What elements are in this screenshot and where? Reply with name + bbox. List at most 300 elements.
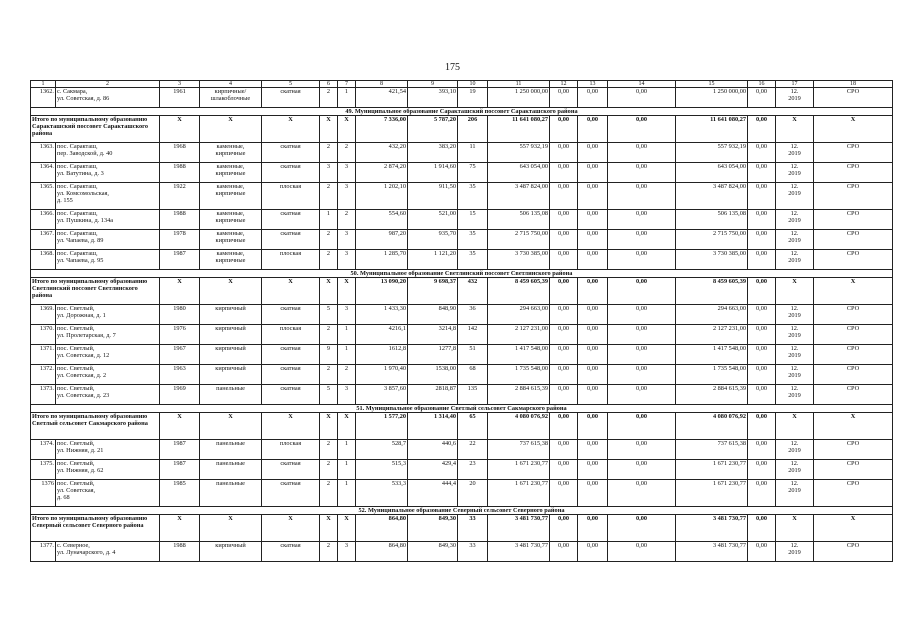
address-line: пос. Светлый, — [57, 385, 95, 392]
year-built: 1961 — [160, 88, 200, 108]
fund-method: СРО — [814, 183, 893, 210]
wall-material-line: каменные, — [216, 210, 245, 217]
table-cell: X — [776, 515, 814, 542]
year-built: 1988 — [160, 210, 200, 230]
total-area: 1 970,40 — [356, 365, 408, 385]
completion-term-line: 12. — [790, 542, 799, 549]
row-number: 1374. — [31, 440, 56, 460]
table-cell: X — [200, 116, 262, 143]
column-number-cell: 5 — [262, 81, 320, 88]
cost-total: 506 135,08 — [488, 210, 550, 230]
residents: 68 — [458, 365, 488, 385]
roof-type: скатная — [262, 345, 320, 365]
residents: 33 — [458, 542, 488, 562]
subtotal-label: Итого по муниципальному образованию Светлый сельсовет Сакмарского района — [31, 413, 160, 440]
roof-type: скатная — [262, 143, 320, 163]
living-area: 3214,8 — [408, 325, 458, 345]
completion-term-line: 12. — [790, 183, 799, 190]
table-cell: 7 336,00 — [356, 116, 408, 143]
table-row — [31, 210, 893, 230]
table-cell: X — [262, 413, 320, 440]
wall-material-line: кирпичные/ — [214, 88, 247, 95]
total-area: 987,20 — [356, 230, 408, 250]
row-number: 1370. — [31, 325, 56, 345]
residents: 19 — [458, 88, 488, 108]
wall-material-line: панельные — [216, 460, 245, 467]
fund-method: СРО — [814, 365, 893, 385]
column-number-cell: 8 — [356, 81, 408, 88]
address-line: пос. Светлый, — [57, 345, 95, 352]
table-cell: 0,00 — [608, 278, 676, 305]
table-cell: 0,00 — [578, 250, 608, 270]
address-line: пер. Заводской, д. 40 — [57, 150, 113, 157]
fund-method: СРО — [814, 88, 893, 108]
section-header-row — [31, 405, 893, 413]
address-line: пос. Светлый, — [57, 440, 95, 447]
wall-material-line: кирпичный — [215, 542, 246, 549]
table-cell: 0,00 — [578, 210, 608, 230]
table-cell: X — [814, 278, 893, 305]
residents: 22 — [458, 440, 488, 460]
completion-term-line: 12. — [790, 365, 799, 372]
table-cell: X — [200, 515, 262, 542]
table-cell: 0,00 — [608, 413, 676, 440]
wall-material-line: кирпичные — [215, 217, 246, 224]
table-cell: X — [262, 116, 320, 143]
address — [56, 385, 160, 405]
completion-term-line: 12. — [790, 163, 799, 170]
fund-method: СРО — [814, 460, 893, 480]
table-cell: 0,00 — [578, 413, 608, 440]
table-cell: 0,00 — [748, 413, 776, 440]
table-cell: X — [320, 116, 338, 143]
table-cell: 0,00 — [578, 460, 608, 480]
address — [56, 542, 160, 562]
floors: 2 — [320, 88, 338, 108]
total-area: 533,3 — [356, 480, 408, 507]
table-cell: 0,00 — [550, 515, 578, 542]
table-cell: 0,00 — [748, 116, 776, 143]
table-cell: 0,00 — [608, 250, 676, 270]
row-number: 1375. — [31, 460, 56, 480]
fund-method: СРО — [814, 542, 893, 562]
table-cell: X — [160, 515, 200, 542]
address-line: ул. Нижняя, д. 21 — [57, 447, 104, 454]
section-header-row — [31, 108, 893, 116]
wall-material-line: панельные — [216, 385, 245, 392]
year-built: 1976 — [160, 325, 200, 345]
floors: 2 — [320, 325, 338, 345]
table-cell: 0,00 — [608, 210, 676, 230]
table-cell: 0,00 — [550, 325, 578, 345]
completion-term-line: 12. — [790, 480, 799, 487]
roof-type: скатная — [262, 305, 320, 325]
table-cell: X — [320, 413, 338, 440]
wall-material — [200, 385, 262, 405]
roof-type: скатная — [262, 230, 320, 250]
table-cell: 0,00 — [608, 460, 676, 480]
table-cell: 0,00 — [578, 325, 608, 345]
entrances: 3 — [338, 542, 356, 562]
row-number: 1368. — [31, 250, 56, 270]
address — [56, 325, 160, 345]
cost-total: 737 615,38 — [488, 440, 550, 460]
address-line: ул. Пролетарская, д. 7 — [57, 332, 116, 339]
table-cell: X — [338, 278, 356, 305]
table-row — [31, 250, 893, 270]
section-title: 50. Муниципальное образование Светлинский поссовет Светлинского района — [31, 270, 893, 278]
wall-material — [200, 542, 262, 562]
residents: 135 — [458, 385, 488, 405]
completion-term — [776, 440, 814, 460]
table-cell: X — [160, 413, 200, 440]
table-cell: 0,00 — [748, 480, 776, 507]
address-line: пос. Саракташ, — [57, 250, 98, 257]
wall-material-line: панельные — [216, 480, 245, 487]
fund-method: СРО — [814, 345, 893, 365]
completion-term-line: 12. — [790, 88, 799, 95]
completion-term-line: 12. — [790, 305, 799, 312]
table-cell: 3 481 730,77 — [488, 515, 550, 542]
table-cell: 0,00 — [608, 163, 676, 183]
completion-term-line: 12. — [790, 325, 799, 332]
completion-term-line: 2019 — [788, 170, 801, 177]
roof-type: скатная — [262, 480, 320, 507]
address-line: ул. Пушкина, д. 134а — [57, 217, 114, 224]
total-area: 1612,8 — [356, 345, 408, 365]
row-number: 1365. — [31, 183, 56, 210]
table-cell: 432 — [458, 278, 488, 305]
address — [56, 88, 160, 108]
year-built: 1963 — [160, 365, 200, 385]
table-cell: X — [338, 116, 356, 143]
completion-term-line: 2019 — [788, 257, 801, 264]
column-number-cell: 2 — [56, 81, 160, 88]
roof-type: скатная — [262, 385, 320, 405]
table-row — [31, 230, 893, 250]
table-cell: 864,80 — [356, 515, 408, 542]
column-number-cell: 7 — [338, 81, 356, 88]
subtotal-row — [31, 116, 893, 143]
table-cell: 0,00 — [550, 480, 578, 507]
table-cell: 0,00 — [578, 385, 608, 405]
row-number: 1362. — [31, 88, 56, 108]
column-number-cell: 1 — [31, 81, 56, 88]
entrances: 3 — [338, 230, 356, 250]
living-area: 2818,87 — [408, 385, 458, 405]
table-cell: 3 481 730,77 — [676, 515, 748, 542]
table-body — [31, 81, 893, 562]
section-header-row — [31, 507, 893, 515]
column-number-cell: 17 — [776, 81, 814, 88]
completion-term-line: 12. — [790, 460, 799, 467]
completion-term — [776, 230, 814, 250]
floors: 5 — [320, 385, 338, 405]
subtotal-row — [31, 278, 893, 305]
living-area: 849,30 — [408, 542, 458, 562]
year-built: 1988 — [160, 542, 200, 562]
subtotal-label: Итого по муниципальному образованию Саракташский поссовет Саракташского района — [31, 116, 160, 143]
completion-term-line: 2019 — [788, 467, 801, 474]
row-number: 1363. — [31, 143, 56, 163]
entrances: 3 — [338, 250, 356, 270]
table-cell: X — [160, 278, 200, 305]
table-cell: 0,00 — [608, 305, 676, 325]
year-built: 1987 — [160, 250, 200, 270]
fund-method: СРО — [814, 230, 893, 250]
table-cell: 0,00 — [748, 365, 776, 385]
living-area: 1 914,60 — [408, 163, 458, 183]
wall-material — [200, 143, 262, 163]
section-title: 49. Муниципальное образование Саракташский поссовет Саракташского района — [31, 108, 893, 116]
residents: 15 — [458, 210, 488, 230]
wall-material — [200, 88, 262, 108]
table-row — [31, 385, 893, 405]
table-cell: 0,00 — [608, 143, 676, 163]
total-area: 432,20 — [356, 143, 408, 163]
address-line: пос. Саракташ, — [57, 163, 98, 170]
fund-method: СРО — [814, 325, 893, 345]
table-cell: 0,00 — [748, 230, 776, 250]
row-number: 1373. — [31, 385, 56, 405]
cost-owners: 3 487 824,00 — [676, 183, 748, 210]
wall-material-line: кирпичный — [215, 325, 246, 332]
table-row — [31, 460, 893, 480]
roof-type: скатная — [262, 542, 320, 562]
address — [56, 143, 160, 163]
year-built: 1987 — [160, 440, 200, 460]
roof-type: скатная — [262, 210, 320, 230]
table-cell: 0,00 — [578, 542, 608, 562]
cost-total: 557 932,19 — [488, 143, 550, 163]
completion-term — [776, 480, 814, 507]
address-line: ул. Советская, — [57, 487, 96, 494]
completion-term-line: 2019 — [788, 487, 801, 494]
completion-term — [776, 250, 814, 270]
year-built: 1978 — [160, 230, 200, 250]
row-number: 1364. — [31, 163, 56, 183]
row-number: 1372. — [31, 365, 56, 385]
table-cell: X — [814, 515, 893, 542]
completion-term-line: 2019 — [788, 95, 801, 102]
completion-term — [776, 365, 814, 385]
residents: 75 — [458, 163, 488, 183]
table-cell: 4 080 076,92 — [676, 413, 748, 440]
column-number-cell: 4 — [200, 81, 262, 88]
completion-term-line: 12. — [790, 230, 799, 237]
residents: 20 — [458, 480, 488, 507]
completion-term-line: 2019 — [788, 392, 801, 399]
table-cell: 0,00 — [748, 250, 776, 270]
address — [56, 440, 160, 460]
roof-type: скатная — [262, 88, 320, 108]
table-cell: 0,00 — [748, 305, 776, 325]
table-cell: 11 641 080,27 — [676, 116, 748, 143]
wall-material — [200, 440, 262, 460]
entrances: 1 — [338, 325, 356, 345]
living-area: 429,4 — [408, 460, 458, 480]
wall-material-line: панельные — [216, 440, 245, 447]
completion-term-line: 2019 — [788, 372, 801, 379]
completion-term — [776, 325, 814, 345]
cost-total: 294 663,00 — [488, 305, 550, 325]
completion-term — [776, 460, 814, 480]
column-number-cell: 11 — [488, 81, 550, 88]
address — [56, 250, 160, 270]
entrances: 1 — [338, 460, 356, 480]
table-cell: 0,00 — [748, 460, 776, 480]
fund-method: СРО — [814, 210, 893, 230]
table-cell: 0,00 — [748, 385, 776, 405]
floors: 2 — [320, 480, 338, 507]
completion-term-line: 2019 — [788, 312, 801, 319]
wall-material-line: кирпичный — [215, 305, 246, 312]
address-line: пос. Светлый, — [57, 325, 95, 332]
section-title: 52. Муниципальное образование Северный сельсовет Северного района — [31, 507, 893, 515]
table-cell: 1 577,20 — [356, 413, 408, 440]
table-cell: 0,00 — [608, 345, 676, 365]
year-built: 1968 — [160, 143, 200, 163]
wall-material — [200, 345, 262, 365]
entrances: 1 — [338, 345, 356, 365]
completion-term — [776, 542, 814, 562]
table-cell: 0,00 — [550, 143, 578, 163]
completion-term — [776, 143, 814, 163]
wall-material-line: кирпичные — [215, 170, 246, 177]
table-cell: 0,00 — [550, 460, 578, 480]
cost-total: 2 884 615,39 — [488, 385, 550, 405]
table-cell: 0,00 — [578, 163, 608, 183]
table-cell: 0,00 — [578, 440, 608, 460]
row-number: 1369. — [31, 305, 56, 325]
cost-total: 2 715 750,00 — [488, 230, 550, 250]
table-cell: 0,00 — [748, 440, 776, 460]
roof-type: скатная — [262, 163, 320, 183]
completion-term-line: 2019 — [788, 352, 801, 359]
wall-material-line: каменные, — [216, 250, 245, 257]
table-cell: 65 — [458, 413, 488, 440]
completion-term-line: 12. — [790, 210, 799, 217]
column-number-cell: 9 — [408, 81, 458, 88]
completion-term-line: 2019 — [788, 549, 801, 556]
cost-total: 643 054,00 — [488, 163, 550, 183]
subtotal-row — [31, 413, 893, 440]
wall-material — [200, 210, 262, 230]
table-cell: X — [814, 413, 893, 440]
wall-material — [200, 365, 262, 385]
column-number-cell: 10 — [458, 81, 488, 88]
table-cell: 0,00 — [748, 88, 776, 108]
table-cell: 0,00 — [550, 385, 578, 405]
column-number-cell: 14 — [608, 81, 676, 88]
table-cell: 0,00 — [748, 163, 776, 183]
table-cell: 0,00 — [748, 345, 776, 365]
table-cell: 4 080 076,92 — [488, 413, 550, 440]
row-number: 1371. — [31, 345, 56, 365]
cost-total: 1 250 000,00 — [488, 88, 550, 108]
table-cell: X — [262, 278, 320, 305]
section-header-row — [31, 270, 893, 278]
table-cell: X — [776, 278, 814, 305]
capital-repair-table — [30, 80, 893, 562]
wall-material — [200, 480, 262, 507]
table-cell: 5 787,20 — [408, 116, 458, 143]
table-cell: X — [776, 413, 814, 440]
completion-term — [776, 385, 814, 405]
column-number-cell: 3 — [160, 81, 200, 88]
wall-material — [200, 325, 262, 345]
floors: 5 — [320, 305, 338, 325]
cost-owners: 3 481 730,77 — [676, 542, 748, 562]
table-cell: 0,00 — [748, 210, 776, 230]
fund-method: СРО — [814, 305, 893, 325]
entrances: 1 — [338, 88, 356, 108]
total-area: 864,80 — [356, 542, 408, 562]
living-area: 848,90 — [408, 305, 458, 325]
total-area: 1 202,10 — [356, 183, 408, 210]
table-cell: 0,00 — [748, 515, 776, 542]
completion-term-line: 2019 — [788, 332, 801, 339]
total-area: 1 433,30 — [356, 305, 408, 325]
entrances: 3 — [338, 385, 356, 405]
completion-term — [776, 305, 814, 325]
address-line: ул. Нижняя, д. 62 — [57, 467, 104, 474]
address-line: пос. Саракташ, — [57, 210, 98, 217]
floors: 2 — [320, 250, 338, 270]
floors: 2 — [320, 365, 338, 385]
table-cell: X — [338, 413, 356, 440]
living-area: 1 121,20 — [408, 250, 458, 270]
table-cell: 0,00 — [550, 365, 578, 385]
address-line: пос. Саракташ, — [57, 183, 98, 190]
table-cell: 0,00 — [748, 183, 776, 210]
table-cell: 0,00 — [748, 542, 776, 562]
table-cell: 0,00 — [608, 542, 676, 562]
address-line: пос. Саракташ, — [57, 230, 98, 237]
cost-owners: 1 250 000,00 — [676, 88, 748, 108]
section-title: 51. Муниципальное образование Светлый сельсовет Сакмарского района — [31, 405, 893, 413]
address-line: ул. Луначарского, д. 4 — [57, 549, 116, 556]
table-cell: 0,00 — [608, 440, 676, 460]
table-row — [31, 163, 893, 183]
address — [56, 345, 160, 365]
table-cell: 0,00 — [578, 515, 608, 542]
table-cell: 0,00 — [550, 440, 578, 460]
year-built: 1967 — [160, 345, 200, 365]
completion-term-line: 2019 — [788, 150, 801, 157]
row-number: 1367. — [31, 230, 56, 250]
table-cell: 0,00 — [550, 542, 578, 562]
completion-term-line: 12. — [790, 345, 799, 352]
table-cell: X — [320, 515, 338, 542]
completion-term-line: 2019 — [788, 447, 801, 454]
address-line: ул. Советская, д. 23 — [57, 392, 110, 399]
cost-owners: 557 932,19 — [676, 143, 748, 163]
total-area: 421,54 — [356, 88, 408, 108]
floors: 2 — [320, 143, 338, 163]
cost-total: 1 417 548,00 — [488, 345, 550, 365]
total-area: 2 874,20 — [356, 163, 408, 183]
floors: 2 — [320, 183, 338, 210]
column-number-cell: 16 — [748, 81, 776, 88]
floors: 9 — [320, 345, 338, 365]
roof-type: скатная — [262, 460, 320, 480]
cost-owners: 1 417 548,00 — [676, 345, 748, 365]
table-cell: 0,00 — [550, 250, 578, 270]
table-row — [31, 365, 893, 385]
table-cell: 0,00 — [608, 515, 676, 542]
table-cell: 0,00 — [608, 116, 676, 143]
